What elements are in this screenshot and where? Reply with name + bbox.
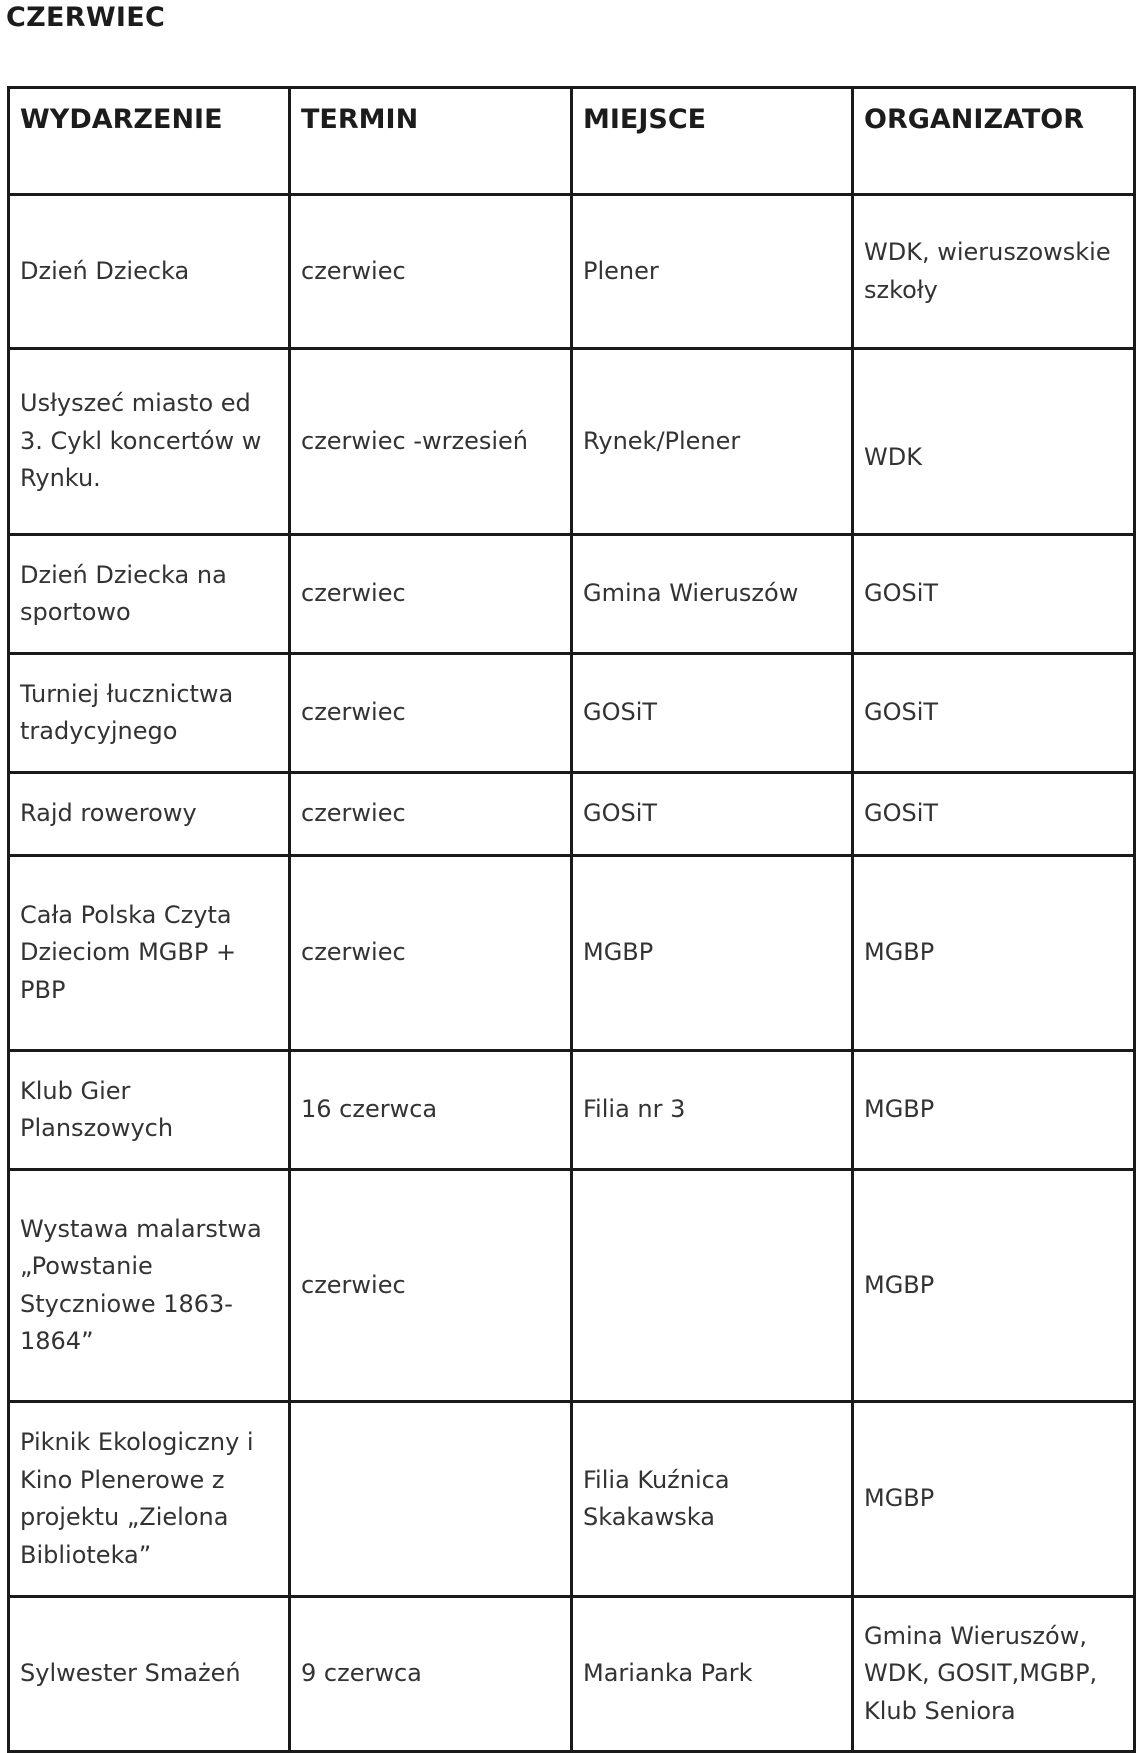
cell-date: czerwiec -wrzesień <box>290 349 572 535</box>
cell-event: Usłyszeć miasto ed 3. Cykl koncertów w Rynku. <box>9 349 290 535</box>
cell-event: Dzień Dziecka na sportowo <box>9 535 290 654</box>
cell-organizer: GOSiT <box>853 535 1135 654</box>
table-row <box>9 195 1135 349</box>
table-header-row <box>9 88 1135 195</box>
table-row <box>9 1170 1135 1402</box>
cell-event: Klub Gier Planszowych <box>9 1051 290 1170</box>
cell-place: GOSiT <box>572 773 853 856</box>
cell-event: Turniej łucznictwa tradycyjnego <box>9 654 290 773</box>
cell-event: Sylwester Smażeń <box>9 1597 290 1752</box>
header-organizer: ORGANIZATOR <box>853 88 1135 195</box>
cell-place: Filia Kuźnica Skakawska <box>572 1402 853 1597</box>
table-row <box>9 349 1135 535</box>
cell-event: Dzień Dziecka <box>9 195 290 349</box>
cell-date <box>290 1402 572 1597</box>
table-row <box>9 856 1135 1051</box>
cell-date: 16 czerwca <box>290 1051 572 1170</box>
cell-organizer: MGBP <box>853 1170 1135 1402</box>
cell-organizer: GOSiT <box>853 654 1135 773</box>
cell-place: Rynek/Plener <box>572 349 853 535</box>
cell-place: Gmina Wieruszów <box>572 535 853 654</box>
cell-event: Rajd rowerowy <box>9 773 290 856</box>
table-row <box>9 1597 1135 1752</box>
page-title: CZERWIEC <box>6 2 166 33</box>
cell-organizer: WDK <box>853 349 1135 535</box>
cell-date: czerwiec <box>290 773 572 856</box>
cell-organizer: GOSiT <box>853 773 1135 856</box>
table-row <box>9 654 1135 773</box>
cell-organizer: WDK, wieruszowskie szkoły <box>853 195 1135 349</box>
header-event: WYDARZENIE <box>9 88 290 195</box>
cell-date: czerwiec <box>290 856 572 1051</box>
table-row <box>9 1051 1135 1170</box>
cell-place: GOSiT <box>572 654 853 773</box>
cell-organizer: MGBP <box>853 1051 1135 1170</box>
cell-organizer: MGBP <box>853 856 1135 1051</box>
events-table <box>7 86 1136 1753</box>
table-row <box>9 773 1135 856</box>
table-row <box>9 1402 1135 1597</box>
table-row <box>9 535 1135 654</box>
cell-date: 9 czerwca <box>290 1597 572 1752</box>
cell-place: Marianka Park <box>572 1597 853 1752</box>
cell-organizer: Gmina Wieruszów, WDK, GOSIT,MGBP, Klub Seniora <box>853 1597 1135 1752</box>
cell-organizer: MGBP <box>853 1402 1135 1597</box>
cell-date: czerwiec <box>290 654 572 773</box>
cell-date: czerwiec <box>290 1170 572 1402</box>
cell-date: czerwiec <box>290 535 572 654</box>
cell-date: czerwiec <box>290 195 572 349</box>
cell-event: Wystawa malarstwa „Powstanie Styczniowe 1863-1864” <box>9 1170 290 1402</box>
cell-place: Filia nr 3 <box>572 1051 853 1170</box>
cell-place: Plener <box>572 195 853 349</box>
cell-place: MGBP <box>572 856 853 1051</box>
cell-place <box>572 1170 853 1402</box>
header-place: MIEJSCE <box>572 88 853 195</box>
cell-event: Cała Polska Czyta Dzieciom MGBP + PBP <box>9 856 290 1051</box>
header-date: TERMIN <box>290 88 572 195</box>
cell-event: Piknik Ekologiczny i Kino Plenerowe z projektu „Zielona Biblioteka” <box>9 1402 290 1597</box>
